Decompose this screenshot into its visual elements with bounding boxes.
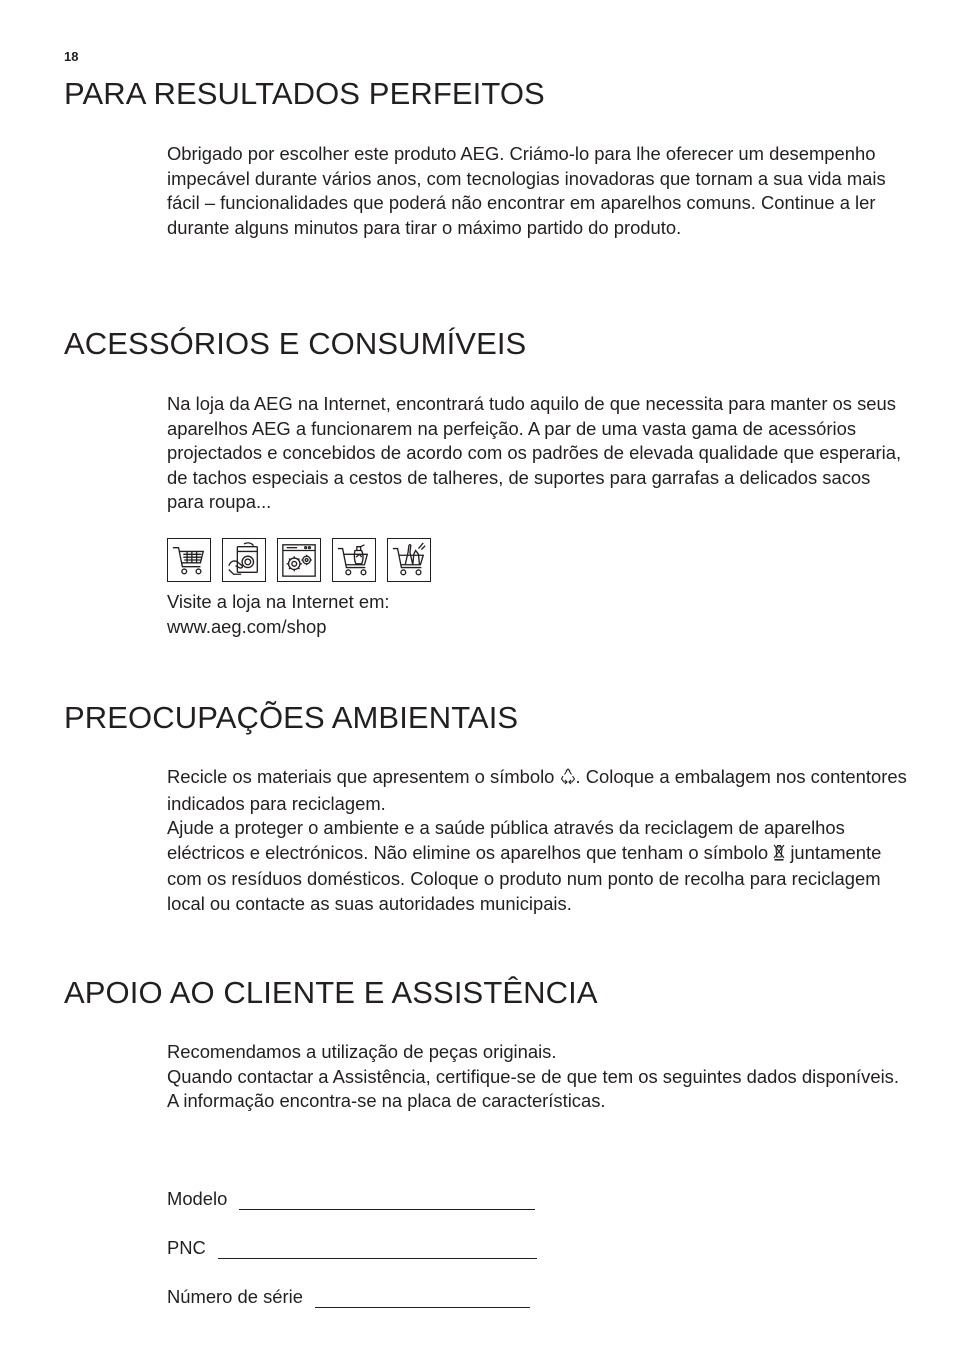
pnc-label: PNC xyxy=(167,1237,206,1258)
model-field xyxy=(167,1188,535,1210)
appliance-settings-icon xyxy=(277,538,321,582)
page-number: 18 xyxy=(64,49,79,64)
paragraph: Obrigado por escolher este produto AEG. Criámo-lo para lhe oferecer um desempenho impecável durante vários anos, com tecnologias inovadoras que tornam a sua vida mais fácil – funcionalidades que poderá não encontrar em aparelhos comuns. Continue a ler durante alguns minutos para tirar o máximo partido do produto. xyxy=(167,143,886,238)
weee-paragraph xyxy=(167,816,912,916)
pnc-field xyxy=(167,1237,537,1259)
paragraph: Recomendamos a utilização de peças originais. xyxy=(167,1041,557,1062)
cart-cleaning-spray-icon xyxy=(332,538,376,582)
customer-service-text xyxy=(167,1040,912,1114)
shop-icons-row xyxy=(167,538,431,582)
text-segment: juntamente com os resíduos domésticos. Coloque o produto num ponto de recolha para reciclagem local ou contacte as suas autoridades municipais. xyxy=(167,841,882,914)
serial-number-label: Número de série xyxy=(167,1286,303,1307)
serial-number-blank-line[interactable] xyxy=(315,1289,530,1308)
recycle-paragraph xyxy=(167,765,912,816)
paragraph: A informação encontra-se na placa de características. xyxy=(167,1090,606,1112)
environment-text xyxy=(167,765,912,917)
crossed-bin-icon xyxy=(773,843,785,868)
washing-machine-care-icon xyxy=(222,538,266,582)
model-blank-line[interactable] xyxy=(239,1191,535,1210)
shop-visit-block xyxy=(167,590,912,639)
cart-bottles-icon xyxy=(387,538,431,582)
text-segment: . Coloque a embalagem nos contentores indicados para reciclagem. xyxy=(167,766,907,814)
accessories-text xyxy=(167,392,912,515)
paragraph: Na loja da AEG na Internet, encontrará tudo aquilo de que necessita para manter os seus aparelhos AEG a funcionarem na perfeição. A par de uma vasta gama de acessórios projectados e concebidos de acordo com os padrões de elevada qualidade que esperaria, de tachos especiais a cestos de talheres, de suportes para garrafas a delicados sacos para roupa... xyxy=(167,393,902,513)
text-segment: Recicle os materiais que apresentem o símbolo xyxy=(167,766,560,787)
section-title-accessories: ACESSÓRIOS E CONSUMÍVEIS xyxy=(64,326,527,361)
section-title-perfect-results: PARA RESULTADOS PERFEITOS xyxy=(64,76,545,111)
shop-url-link[interactable]: www.aeg.com/shop xyxy=(167,615,327,637)
shopping-cart-icon xyxy=(167,538,211,582)
pnc-blank-line[interactable] xyxy=(218,1240,537,1259)
text-segment: Ajude a proteger o ambiente e a saúde pública através da reciclagem de aparelhos eléctricos e electrónicos. Não elimine os aparelhos que tenham o símbolo xyxy=(167,817,845,863)
visit-text: Visite a loja na Internet em: xyxy=(167,591,390,612)
paragraph: Quando contactar a Assistência, certifique-se de que tem os seguintes dados disponíveis. xyxy=(167,1065,899,1087)
serial-number-field xyxy=(167,1286,530,1308)
section-title-customer-service: APOIO AO CLIENTE E ASSISTÊNCIA xyxy=(64,975,598,1010)
model-label: Modelo xyxy=(167,1188,228,1209)
recycle-icon xyxy=(560,767,576,792)
perfect-results-text xyxy=(167,142,912,240)
section-title-environment: PREOCUPAÇÕES AMBIENTAIS xyxy=(64,700,519,735)
